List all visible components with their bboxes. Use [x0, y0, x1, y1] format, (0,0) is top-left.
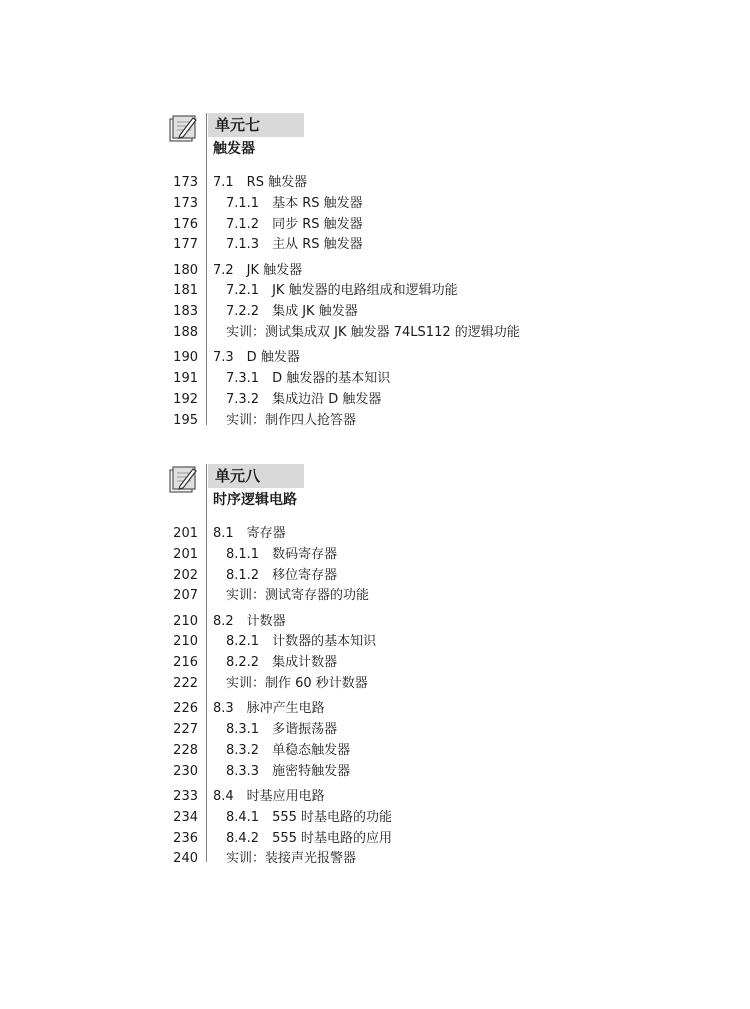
page-number: 191: [173, 371, 198, 387]
unit-subtitle: 时序逻辑电路: [213, 492, 297, 508]
notebook-pencil-icon: [168, 113, 200, 143]
toc-subsection-entry: [166, 194, 566, 215]
toc-subsection-entry: [166, 215, 566, 236]
toc-entries: [166, 524, 566, 870]
entry-title: 8.3.3 施密特触发器: [226, 763, 351, 779]
entry-title: 7.1.2 同步 RS 触发器: [226, 216, 363, 232]
unit-header: [166, 464, 566, 524]
entry-title: 实训：测试寄存器的功能: [226, 588, 370, 604]
entry-title: 7.1 RS 触发器: [213, 175, 308, 190]
entry-title: 实训：装接声光报警器: [226, 851, 357, 867]
entry-title: 7.1.1 基本 RS 触发器: [226, 195, 363, 211]
toc-subsection-entry: [166, 720, 566, 741]
page-number: 180: [173, 262, 198, 278]
page-number: 228: [173, 742, 198, 758]
toc-entries: [166, 173, 566, 432]
entry-title: 7.2.1 JK 触发器的电路组成和逻辑功能: [226, 283, 458, 299]
page-number: 188: [173, 325, 198, 341]
page-number: 240: [173, 851, 198, 867]
toc-subsection-entry: [166, 369, 566, 390]
unit-subtitle: 触发器: [213, 141, 255, 157]
toc-section-entry: [166, 261, 566, 282]
page-number: 216: [173, 655, 198, 671]
toc-subsection-entry: [166, 632, 566, 653]
entry-title: 7.3.2 集成边沿 D 触发器: [226, 391, 382, 407]
page-number: 176: [173, 216, 198, 232]
page-number: 236: [173, 830, 198, 846]
entry-title: 8.2 计数器: [213, 613, 286, 629]
entry-title: 实训：测试集成双 JK 触发器 74LS112 的逻辑功能: [226, 325, 520, 341]
page-number: 222: [173, 676, 198, 692]
page-number: 226: [173, 701, 198, 717]
toc-subsection-entry: [166, 411, 566, 432]
entry-title: 实训：制作 60 秒计数器: [226, 676, 368, 692]
page-number: 210: [173, 634, 198, 650]
entry-title: 8.3.2 单稳态触发器: [226, 742, 351, 758]
entry-title: 7.3.1 D 触发器的基本知识: [226, 371, 391, 387]
entry-title: 8.4.1 555 时基电路的功能: [226, 809, 393, 825]
toc-subsection-entry: [166, 302, 566, 323]
toc-subsection-entry: [166, 545, 566, 566]
page-number: 190: [173, 350, 198, 366]
unit-title: 单元七: [208, 113, 304, 137]
page-number: 201: [173, 526, 198, 541]
toc-subsection-entry: [166, 323, 566, 344]
toc-subsection-entry: [166, 762, 566, 783]
page-number: 233: [173, 789, 198, 805]
toc-subsection-entry: [166, 566, 566, 587]
page-number: 227: [173, 722, 198, 738]
entry-title: 7.2 JK 触发器: [213, 262, 303, 278]
toc-section-entry: [166, 348, 566, 369]
page-number: 173: [173, 175, 198, 190]
toc-section-entry: [166, 524, 566, 545]
page-number: 192: [173, 391, 198, 407]
entry-title: 8.1 寄存器: [213, 526, 286, 541]
page-number: 181: [173, 283, 198, 299]
notebook-pencil-icon: [168, 464, 200, 494]
toc-subsection-entry: [166, 235, 566, 256]
toc-subsection-entry: [166, 390, 566, 411]
entry-title: 8.3 脉冲产生电路: [213, 701, 325, 717]
toc-subsection-entry: [166, 674, 566, 695]
unit-seven-block: [166, 113, 566, 432]
page-number: 183: [173, 304, 198, 320]
unit-title: 单元八: [208, 464, 304, 488]
page-number: 234: [173, 809, 198, 825]
entry-title: 8.1.1 数码寄存器: [226, 546, 338, 562]
entry-title: 8.4 时基应用电路: [213, 789, 325, 805]
entry-title: 8.2.1 计数器的基本知识: [226, 634, 377, 650]
page-number: 195: [173, 412, 198, 428]
toc-section-entry: [166, 787, 566, 808]
unit-header: [166, 113, 566, 173]
entry-title: 7.1.3 主从 RS 触发器: [226, 237, 363, 253]
toc-subsection-entry: [166, 849, 566, 870]
toc-subsection-entry: [166, 586, 566, 607]
toc-subsection-entry: [166, 741, 566, 762]
page-number: 173: [173, 195, 198, 211]
entry-title: 8.1.2 移位寄存器: [226, 567, 338, 583]
page-number: 177: [173, 237, 198, 253]
toc-subsection-entry: [166, 808, 566, 829]
page-number: 201: [173, 546, 198, 562]
entry-title: 7.3 D 触发器: [213, 350, 300, 366]
page-number: 230: [173, 763, 198, 779]
entry-title: 实训：制作四人抢答器: [226, 412, 357, 428]
page-number: 202: [173, 567, 198, 583]
toc-section-entry: [166, 699, 566, 720]
entry-title: 7.2.2 集成 JK 触发器: [226, 304, 358, 320]
entry-title: 8.4.2 555 时基电路的应用: [226, 830, 393, 846]
entry-title: 8.3.1 多谐振荡器: [226, 722, 338, 738]
page-number: 207: [173, 588, 198, 604]
page-number: 210: [173, 613, 198, 629]
unit-eight-block: [166, 464, 566, 870]
entry-title: 8.2.2 集成计数器: [226, 655, 338, 671]
toc-subsection-entry: [166, 281, 566, 302]
toc-section-entry: [166, 173, 566, 194]
toc-subsection-entry: [166, 829, 566, 850]
toc-section-entry: [166, 612, 566, 633]
toc-subsection-entry: [166, 653, 566, 674]
